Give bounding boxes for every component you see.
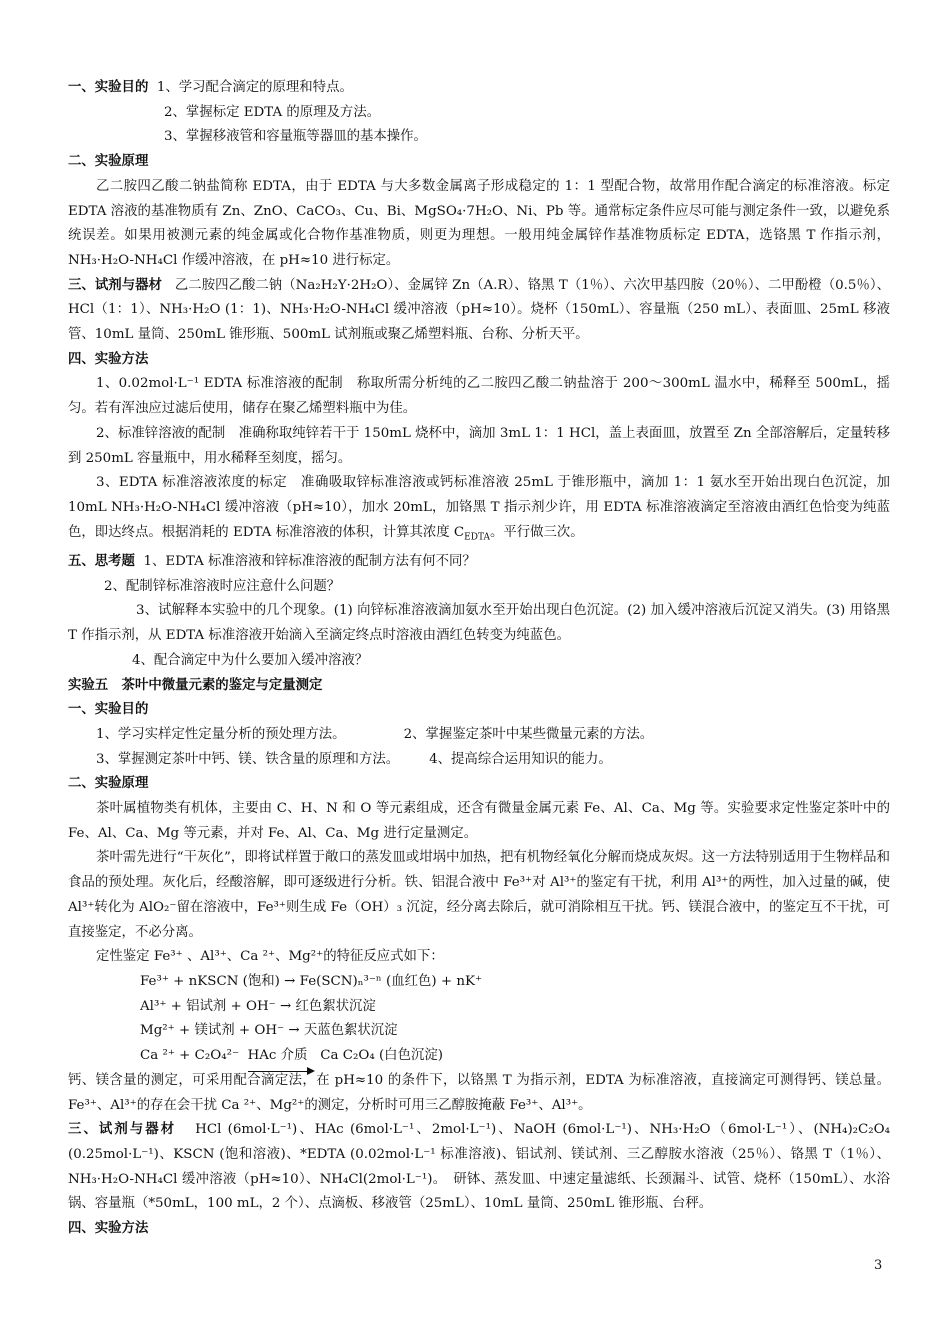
reaction-equation: Fe³⁺ + nKSCN (饱和) → Fe(SCN)ₙ³⁻ⁿ (血红色) + nK⁺ [140,973,483,989]
method-paragraph: 2、标准锌溶液的配制 准确称取纯锌若干于 150mL 烧杯中，滴加 3mL 1：1 HCl，盖上表面皿，放置至 Zn 全部溶解后，定量转移到 250mL 容量瓶中，用水稀释至刻度，摇匀。 [68,425,890,466]
principle-paragraph: 定性鉴定 Fe³⁺ 、Al³⁺、Ca ²⁺、Mg²⁺的特征反应式如下： [96,949,444,965]
objective-item: 1、学习实样定性定量分析的预处理方法。 [96,726,346,742]
document-body [68,76,890,1242]
question-item: 3、试解释本实验中的几个现象。(1) 向锌标准溶液滴加氨水至开始出现白色沉淀。(2) 加入缓冲溶液后沉淀又消失。(3) 用铬黑 T 作指示剂，从 EDTA 标准溶液开始滴入至滴定终点时溶液由酒红色转变为纯蓝色。 [68,603,890,644]
principle-paragraph: 乙二胺四乙酸二钠盐简称 EDTA，由于 EDTA 与大多数金属离子形成稳定的 1：1 型配合物，故常用作配合滴定的标准溶液。标定 EDTA 溶液的基准物质有 Zn、ZnO、CaCO₃、Cu、Bi、MgSO₄·7H₂O、Ni、Pb 等。通常标定条件应尽可能与测定条件一致，以避免系统误差。如果用被测元素的纯金属或化合物作基准物质，则更为理想。一般用纯金属锌作基准物质标定 EDTA，选铬黑 T 作指示剂，NH₃·H₂O-NH₄Cl 作缓冲溶液，在 pH≈10 进行标定。 [68,178,890,268]
question-item: 4、配合滴定中为什么要加入缓冲溶液？ [132,652,369,668]
reaction-equation [68,1044,890,1069]
section-heading: 三、试剂与器材 [68,277,162,293]
reagents-paragraph [68,274,890,348]
reagents-text: 乙二胺四乙酸二钠（Na₂H₂Y·2H₂O）、金属锌 Zn（A.R）、铬黑 T（1％）、六次甲基四胺（20％）、二甲酚橙（0.5％）、HCl（1：1）、NH₃·H₂O (1：1)、NH₃·H₂O-NH₄Cl 缓冲溶液（pH≈10）。烧杯（150mL）、容量瓶（250 mL）、表面皿、25mL 移液管、10mL 量筒、250mL 锥形瓶、500mL 试剂瓶或聚乙烯塑料瓶、台称、分析天平。 [68,277,890,343]
reagents-paragraph [68,1118,890,1217]
objective-row [68,723,890,748]
experiment-title: 实验五 茶叶中微量元素的鉴定与定量测定 [68,677,323,693]
questions-line1 [68,550,890,575]
section-heading: 三、试剂与器材 [68,1122,177,1138]
page-number: 3 [874,1258,883,1273]
principle-paragraph: 钙、镁含量的测定，可采用配合滴定法，在 pH≈10 的条件下，以铬黑 T 为指示剂，EDTA 为标准溶液，直接滴定可测得钙、镁总量。Fe³⁺、Al³⁺的存在会干扰 Ca ²⁺、Mg²⁺的测定，分析时可用三乙醇胺掩蔽 Fe³⁺、Al³⁺。 [68,1072,890,1113]
arrow-icon [248,1071,314,1072]
reaction-arrow [248,1044,308,1069]
objective-item: 1、学习配合滴定的原理和特点。 [156,80,353,95]
section-heading: 二、实验原理 [68,154,149,170]
reaction-equation: Al³⁺ + 铝试剂 + OH⁻ → 红色絮状沉淀 [140,998,376,1014]
method-paragraph [68,471,890,550]
method-text: 3、EDTA 标准溶液浓度的标定 准确吸取锌标准溶液或钙标准溶液 25mL 于锥形瓶中，滴加 1：1 氨水至开始出现白色沉淀，加 10mL NH₃·H₂O-NH₄Cl 缓冲溶液（pH≈10），加水 20mL，加铬黑 T 指示剂少许，用 EDTA 标准溶液滴定至溶液由酒红色恰变为纯蓝色，即达终点。根据消耗的 EDTA 标准溶液的体积，计算其浓度 C [68,475,890,540]
method-text-end: 。平行做三次。 [489,524,584,540]
method-paragraph: 1、0.02mol·L⁻¹ EDTA 标准溶液的配制 称取所需分析纯的乙二胺四乙酸二钠盐溶于 200～300mL 温水中，稀释至 500mL，摇匀。若有浑浊应过滤后使用，储存在聚乙烯塑料瓶中为佳。 [68,376,890,417]
reactants: Ca ²⁺ + C₂O₄²⁻ [140,1048,240,1064]
objective-item: 4、提高综合运用知识的能力。 [429,751,612,767]
objective-row [68,748,890,773]
question-item: 1、EDTA 标准溶液和锌标准溶液的配制方法有何不同？ [143,554,476,570]
reaction-equation: Mg²⁺ + 镁试剂 + OH⁻ → 天蓝色絮状沉淀 [140,1023,398,1039]
principle-paragraph: 茶叶需先进行“干灰化”，即将试样置于敞口的蒸发皿或坩埚中加热，把有机物经氧化分解而烧成灰烬。这一方法特别适用于生物样品和食品的预处理。灰化后，经酸溶解，即可逐级进行分析。铁、铝混合液中 Fe³⁺对 Al³⁺的鉴定有干扰，利用 Al³⁺的两性，加入过量的碱，使 Al³⁺转化为 AlO₂⁻留在溶液中，Fe³⁺则生成 Fe（OH）₃ 沉淀，经分离去除后，就可消除相互干扰。钙、镁混合液中，的鉴定互不干扰，可直接鉴定，不必分离。 [68,850,890,940]
objective-item: 3、掌握移液管和容量瓶等器皿的基本操作。 [164,129,427,145]
products: Ca C₂O₄ (白色沉淀) [320,1048,443,1064]
section-heading: 五、思考题 [68,554,135,570]
exp4-objectives-line1 [68,76,890,101]
section-heading: 四、实验方法 [68,1221,149,1237]
objective-item: 2、掌握标定 EDTA 的原理及方法。 [164,104,381,120]
section-heading: 一、实验目的 [68,80,149,95]
section-heading: 四、实验方法 [68,351,149,367]
question-item: 2、配制锌标准溶液时应注意什么问题？ [104,578,341,594]
objective-item: 3、掌握测定茶叶中钙、镁、铁含量的原理和方法。 [96,751,400,767]
subscript: EDTA [464,532,490,543]
reagents-text: HCl (6mol·L⁻¹)、HAc (6mol·L⁻¹、2mol·L⁻¹)、NaOH (6mol·L⁻¹)、NH₃·H₂O（6mol·L⁻¹）、(NH₄)₂C₂O₄ (0.25mol·L⁻¹)、KSCN (饱和溶液)、*EDTA (0.02mol·L⁻¹ 标准溶液)、铝试剂、镁试剂、三乙醇胺水溶液（25％）、铬黑 T（1％）、NH₃·H₂O-NH₄Cl 缓冲溶液（pH≈10）、NH₄Cl(2mol·L⁻¹)。 研钵、蒸发皿、中速定量滤纸、长颈漏斗、试管、烧杯（150mL）、水浴锅、容量瓶（*50mL，100 mL，2 个）、点滴板、移液管（25mL）、10mL 量筒、250mL 锥形瓶、台秤。 [68,1122,891,1212]
section-heading: 一、实验目的 [68,702,149,718]
section-heading: 二、实验原理 [68,776,149,792]
principle-paragraph: 茶叶属植物类有机体，主要由 C、H、N 和 O 等元素组成，还含有微量金属元素 Fe、Al、Ca、Mg 等。实验要求定性鉴定茶叶中的 Fe、Al、Ca、Mg 等元素，并对 Fe、Al、Ca、Mg 进行定量测定。 [68,801,890,841]
objective-item: 2、掌握鉴定茶叶中某些微量元素的方法。 [403,726,654,742]
reaction-condition: HAc 介质 [247,1048,308,1064]
